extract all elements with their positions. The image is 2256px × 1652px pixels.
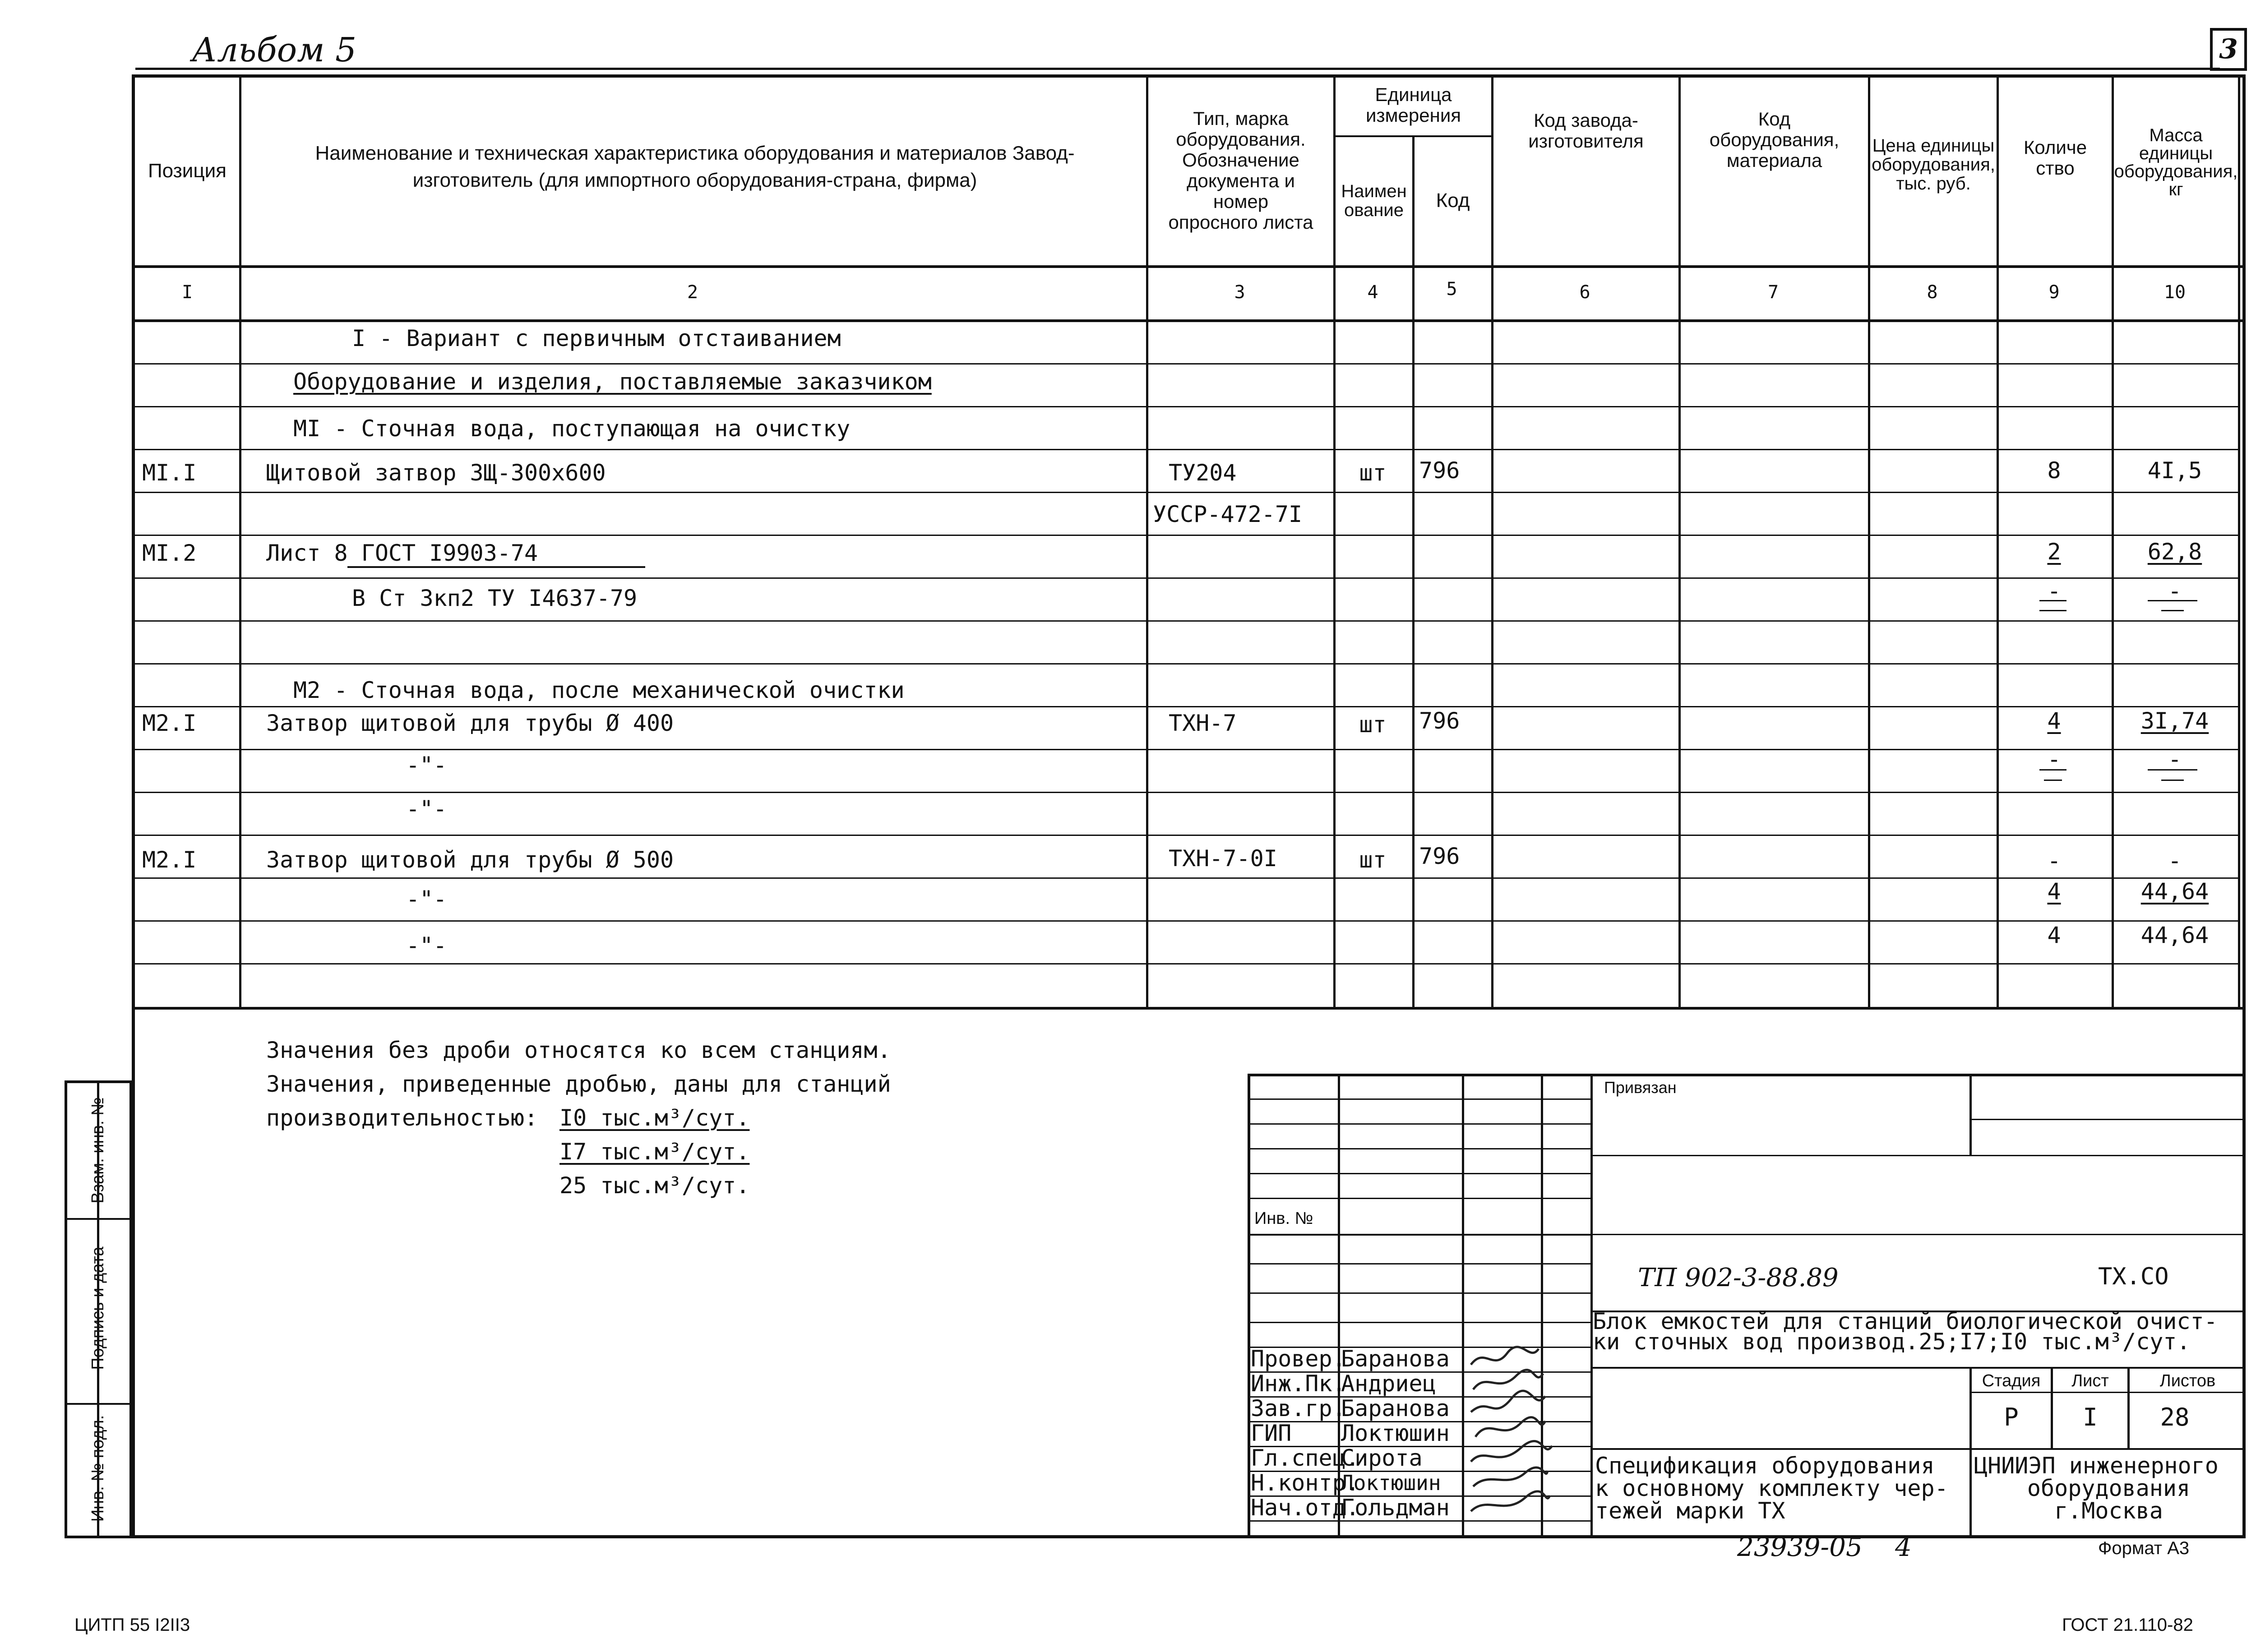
grid-line [1248, 1173, 1590, 1174]
row-mass: 3I,74 [2140, 708, 2209, 734]
staff-name: Локтюшин [1341, 1420, 1450, 1446]
header-mass: Масса единицы оборудования, кг [2114, 125, 2238, 199]
gost-label: ГОСТ 21.110-82 [2062, 1615, 2193, 1635]
row-position: MI.I [142, 460, 197, 486]
sheet-corner-number: 3 [2210, 28, 2247, 71]
sheets-label: Листов [2159, 1371, 2216, 1390]
row-line [132, 663, 2238, 664]
row-line [132, 835, 2238, 836]
row-line [132, 449, 2238, 450]
fraction-bar [2148, 600, 2197, 601]
section-title: I - Вариант с первичным отстаиванием [352, 325, 841, 351]
row-mass: - [2168, 848, 2182, 874]
staff-name: Сирота [1341, 1445, 1423, 1471]
row-position: M2.I [142, 710, 197, 736]
section-heading: MI - Сточная вода, поступающая на очистку [293, 415, 851, 442]
unit-subheader-line [1333, 135, 1491, 137]
inv-no-label: Инв. № [1254, 1209, 1313, 1228]
stage-value: Р [2004, 1403, 2019, 1431]
album-label: Альбом 5 [192, 31, 357, 69]
col-number: 7 [1767, 282, 1779, 303]
row-unit: шт [1359, 460, 1387, 486]
format-label: Формат А3 [2098, 1538, 2190, 1558]
grid-line [1248, 1263, 1590, 1264]
staff-name: Локтюшин [1341, 1471, 1441, 1495]
row-quantity: 2 [2047, 539, 2061, 565]
grid-line [1248, 1322, 1590, 1323]
row-quantity: - [2047, 746, 2061, 772]
row-line [132, 963, 2238, 964]
row-quantity: 4 [2047, 708, 2061, 734]
staff-name: Баранова [1341, 1395, 1450, 1421]
row-name-ditto: -"- [406, 752, 447, 778]
doc-title-line: Спецификация оборудования [1595, 1453, 1935, 1479]
row-line [132, 492, 2238, 493]
row-name: Щитовой затвор ЗЩ-300х600 [266, 460, 606, 486]
row-code: 796 [1419, 843, 1460, 869]
row-quantity: 8 [2047, 457, 2061, 484]
table-bottom-line [132, 1007, 2246, 1010]
capacity-value: 25 тыс.м³/сут. [559, 1172, 750, 1199]
grid-line [1590, 1074, 1593, 1538]
fraction-bar [2039, 769, 2066, 771]
row-position: MI.2 [142, 540, 197, 566]
header-unit: Единица измерения [1365, 83, 1461, 126]
capacity-value: I7 тыс.м³/сут. [559, 1139, 750, 1165]
header-bottom-line [132, 265, 2246, 268]
header-factory-code: Код завода-изготовителя [1528, 110, 1644, 152]
col-number: 9 [2048, 282, 2060, 303]
org-line: г.Москва [2054, 1498, 2163, 1524]
row-unit: шт [1359, 711, 1387, 738]
note-line: Значения без дроби относятся ко всем станциям. [266, 1037, 891, 1063]
staff-role: Нач.отд. [1251, 1495, 1359, 1521]
staff-role: ГИП [1251, 1420, 1292, 1446]
header-equipment-code: Код оборудования, материала [1709, 108, 1840, 171]
fraction-dash [2161, 780, 2184, 781]
grid-line [1590, 1155, 2246, 1156]
grid-line [1248, 1198, 1590, 1199]
side-stamp-inv-podl: Инв. № подл. [88, 1415, 107, 1522]
org-line: оборудования [2027, 1475, 2191, 1501]
row-line [132, 792, 2238, 793]
doc-title-line: к основному комплекту чер- [1595, 1475, 1948, 1501]
row-line [132, 363, 2238, 365]
row-line [132, 577, 2238, 579]
col-divider [2238, 74, 2240, 1008]
col-number: 5 [1446, 279, 1457, 300]
note-line: Значения, приведенные дробью, даны для станций [266, 1071, 891, 1097]
doc-title-line: тежей марки ТХ [1595, 1498, 1785, 1524]
col-number: 2 [687, 282, 698, 303]
row-line [132, 620, 2238, 622]
grid-line [1248, 1123, 1590, 1125]
row-name: Затвор щитовой для трубы Ø 500 [266, 847, 674, 873]
note-line: производительностью: [266, 1105, 538, 1131]
fraction-dash [2044, 780, 2062, 781]
row-mass: - [2168, 746, 2182, 772]
fraction-bar [2148, 769, 2197, 771]
col-number: 6 [1579, 282, 1590, 303]
bottom-left-code: ЦИТП 55 I2II3 [74, 1615, 190, 1635]
grid-line [1969, 1119, 2246, 1120]
staff-role: Гл.спец. [1251, 1445, 1359, 1471]
col-number: 10 [2164, 282, 2186, 303]
staff-name: Андриец [1341, 1371, 1436, 1397]
name-underline [347, 566, 645, 568]
side-stamp-vzam: Взам. инв. № [88, 1097, 107, 1204]
row-mass: 44,64 [2140, 878, 2209, 904]
row-mass: - [2168, 578, 2182, 604]
col-number: 3 [1234, 282, 1245, 303]
row-quantity: 4 [2047, 878, 2061, 904]
grid-line [1248, 1098, 1590, 1100]
header-type: Тип, марка оборудования. Обозначение документа и номер опросного листа [1168, 107, 1313, 233]
side-stamp-line [65, 1218, 132, 1220]
grid-line [1590, 1367, 2246, 1369]
row-unit: шт [1359, 847, 1387, 873]
col-divider [1678, 74, 1681, 1008]
header-unit-code: Код [1436, 189, 1470, 212]
staff-role: Провер. [1251, 1346, 1346, 1372]
row-line [132, 749, 2238, 750]
row-line [132, 920, 2238, 922]
grid-line [1248, 1292, 1590, 1294]
privyazan-label: Привязан [1604, 1078, 1677, 1097]
row-type: УССР-472-7I [1153, 501, 1303, 527]
staff-role: Зав.гр. [1251, 1395, 1346, 1421]
object-title-line: Блок емкостей для станций биологической очист- [1593, 1308, 2218, 1334]
row-line [132, 535, 2238, 536]
row-name: В Ст 3кп2 ТУ I4637-79 [352, 585, 638, 611]
row-line [132, 877, 2238, 879]
grid-line [1248, 1234, 1590, 1236]
row-quantity: 4 [2047, 922, 2061, 948]
fraction-bar [2039, 600, 2066, 601]
signature-scribbles [1466, 1344, 1588, 1529]
sheet-label: Лист [2071, 1371, 2109, 1390]
section-heading: M2 - Сточная вода, после механической очистки [293, 677, 905, 703]
row-mass: 4I,5 [2147, 457, 2202, 484]
row-code: 796 [1419, 708, 1460, 734]
row-line [132, 406, 2238, 407]
header-position: Позиция [148, 160, 227, 182]
doc-code: ТП 902-3-88.89 [1638, 1263, 1839, 1292]
staff-name: Гольдман [1341, 1495, 1450, 1521]
row-name-ditto: -"- [406, 886, 447, 912]
col-divider [239, 74, 241, 1008]
grid-line [1969, 1392, 2246, 1393]
sheet-value: I [2083, 1403, 2098, 1431]
row-name-ditto: -"- [406, 796, 447, 822]
top-rule [135, 68, 2220, 70]
col-divider [1491, 74, 1493, 1008]
fraction-dash [2161, 610, 2184, 611]
col-number: 8 [1927, 282, 1938, 303]
staff-role: Н.контр. [1251, 1470, 1359, 1496]
row-type: ТУ204 [1169, 460, 1237, 486]
archive-number: 23939-05 [1737, 1532, 1863, 1562]
header-name: Наименование и техническая характеристика оборудования и материалов Завод-изготовитель (для импортного оборудования-страна, фирма) [315, 142, 1075, 191]
row-name: Затвор щитовой для трубы Ø 400 [266, 710, 674, 736]
col-number: I [181, 282, 193, 303]
capacity-value: I0 тыс.м³/сут. [559, 1105, 750, 1131]
row-quantity: - [2047, 848, 2061, 874]
row-type: ТХН-7 [1169, 710, 1237, 736]
doc-mark: ТХ.СО [2098, 1263, 2169, 1290]
header-quantity: Количество [2023, 137, 2087, 179]
fraction-dash [2039, 610, 2066, 611]
row-mass: 44,64 [2140, 922, 2209, 948]
row-name-ditto: -"- [406, 932, 447, 959]
object-title-line: ки сточных вод производ.25;I7;I0 тыс.м³/сут. [1593, 1329, 2191, 1355]
row-type: ТХН-7-0I [1169, 845, 1277, 872]
sheets-value: 28 [2160, 1403, 2190, 1431]
section-subtitle: Оборудование и изделия, поставляемые заказчиком [293, 369, 932, 395]
stage-label: Стадия [1982, 1371, 2041, 1390]
side-stamp-podpis: Подпись и дата [88, 1246, 107, 1370]
org-line: ЦНИИЭП инженерного [1974, 1453, 2219, 1479]
row-position: M2.I [142, 847, 197, 873]
header-unit-name: Наименование [1341, 181, 1407, 220]
staff-name: Баранова [1341, 1346, 1450, 1372]
header-price: Цена единицы оборудования, тыс. руб. [1872, 136, 1995, 194]
grid-line [1969, 1074, 1972, 1155]
grid-line [1462, 1074, 1464, 1538]
grid-line [1590, 1448, 2246, 1450]
archive-suffix: 4 [1895, 1532, 1912, 1562]
row-name: Лист 8 ГОСТ I9903-74 [266, 540, 538, 566]
row-line [132, 706, 2238, 707]
row-code: 796 [1419, 457, 1460, 484]
row-mass: 62,8 [2147, 539, 2202, 565]
col-number: 4 [1367, 282, 1378, 303]
numbers-bottom-line [132, 319, 2246, 322]
row-quantity: - [2047, 578, 2061, 604]
staff-role: Инж.Пк. [1251, 1371, 1346, 1397]
grid-line [1590, 1234, 2246, 1235]
grid-line [1248, 1148, 1590, 1149]
